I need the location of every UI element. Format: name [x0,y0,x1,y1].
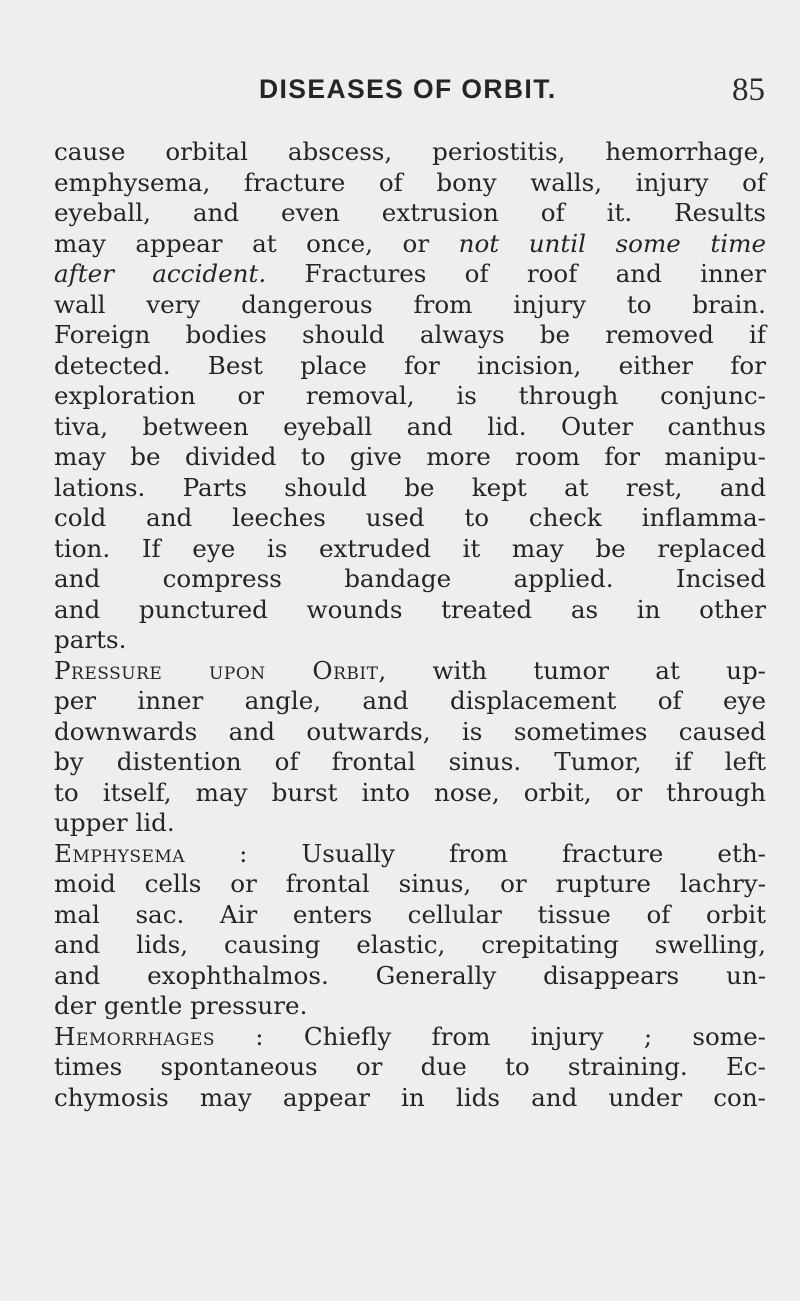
paragraph-pressure-upon-orbit [54,656,766,839]
text-line: chymosis may appear in lids and under con- [54,1082,766,1112]
text-line: tion. If eye is extruded it may be replaced [54,533,766,563]
text-run: : Usually from fracture eth- [185,838,766,868]
text-line: tiva, between eyeball and lid. Outer canthus [54,411,766,441]
text-line: wall very dangerous from injury to brain. [54,289,766,319]
text-line: and punctured wounds treated as in other [54,594,766,624]
text-line [54,656,766,687]
text-line: times spontaneous or due to straining. Ec- [54,1052,766,1081]
page-number: 85 [732,72,765,108]
text-line [54,839,766,870]
italic-text: not until some time [458,228,767,258]
text-line: mal sac. Air enters cellular tissue of orbit [54,899,766,929]
running-head: DISEASES OF ORBIT. [259,74,557,104]
text-line: to itself, may burst into nose, orbit, or through [54,777,766,807]
text-line: eyeball, and even extrusion of it. Results [54,198,766,227]
text-line: may be divided to give more room for manipu- [54,442,766,471]
text-line: parts. [54,625,127,654]
text-line: der gentle pressure. [54,991,308,1020]
text-line: Foreign bodies should always be removed if [54,320,766,349]
section-heading: Pressure upon Orbit [54,655,379,685]
text-run: Fractures of roof and inner [266,259,766,288]
page-header [0,74,800,114]
text-line: detected. Best place for incision, either for [54,350,766,380]
text-run: : Chiefly from injury ; some- [215,1021,766,1051]
text-line [54,229,766,260]
text-line: exploration or removal, is through conjunc- [54,381,766,410]
section-heading: Hemorrhages [54,1021,216,1051]
text-line [54,1022,766,1053]
text-line: and compress bandage applied. Incised [54,564,766,593]
paragraph-hemorrhages [54,1022,766,1114]
text-line: per inner angle, and displacement of eye [54,686,766,715]
text-line: and exophthalmos. Generally disappears un- [54,960,766,990]
paragraph-causes [54,137,766,656]
text-line: lations. Parts should be kept at rest, and [54,472,766,502]
section-heading: Emphysema [54,838,186,868]
text-line: cold and leeches used to check inflamma- [54,503,766,532]
text-line: moid cells or frontal sinus, or rupture lachry- [54,869,766,898]
text-line: by distention of frontal sinus. Tumor, if left [54,747,766,776]
text-line: emphysema, fracture of bony walls, injury of [54,167,766,197]
paragraph-emphysema [54,839,766,1022]
body-text [54,137,766,1113]
text-line [54,259,766,290]
italic-text: after accident. [54,259,267,288]
text-line: downwards and outwards, is sometimes caused [54,716,766,746]
text-run: may appear at once, or [54,228,459,258]
text-run: , with tumor at up- [378,655,766,685]
text-line: and lids, causing elastic, crepitating swelling, [54,930,766,959]
text-line: upper lid. [54,808,175,837]
text-line: cause orbital abscess, periostitis, hemorrhage, [54,137,766,166]
